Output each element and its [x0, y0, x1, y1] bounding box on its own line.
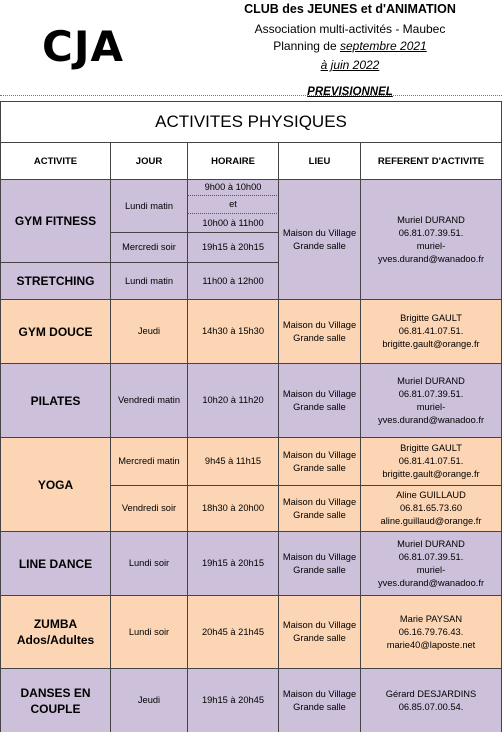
association-name: Association multi-activités - Maubec: [254, 22, 446, 36]
activity-stretching: STRETCHING: [1, 263, 111, 300]
activity-line: COUPLE: [30, 701, 81, 716]
planning-prefix: Planning de: [273, 39, 340, 53]
referent-line: Brigitte GAULT: [400, 313, 462, 323]
activity-line: DANSES EN: [20, 685, 91, 700]
time-cell: 9h00 à 10h00: [188, 180, 279, 196]
place-line: Grande salle: [293, 509, 346, 520]
place-cell: [279, 532, 361, 596]
col-header-activite: ACTIVITE: [1, 143, 111, 180]
referent-line: 06.81.07.39.51.: [398, 551, 464, 562]
day-cell: Mercredi matin: [111, 438, 188, 486]
referent-line: brigitte.gault@orange.fr: [382, 339, 480, 349]
day-cell: Vendredi soir: [111, 486, 188, 532]
place-line: Grande salle: [293, 332, 346, 343]
place-line: Grande salle: [293, 240, 346, 251]
place-line: Maison du Village: [282, 496, 357, 507]
place-line: Grande salle: [293, 462, 346, 473]
place-cell: [279, 596, 361, 669]
place-cell: [279, 300, 361, 364]
referent-cell: [361, 438, 501, 486]
club-name: CLUB des JEUNES et d'ANIMATION: [244, 2, 456, 16]
place-line: Grande salle: [293, 701, 346, 712]
referent-line: yves.durand@wanadoo.fr: [377, 414, 485, 425]
day-cell: Vendredi matin: [111, 364, 188, 438]
place-line: Maison du Village: [282, 227, 357, 238]
place-cell: [279, 364, 361, 438]
place-line: Grande salle: [293, 633, 346, 643]
place-line: Maison du Village: [282, 449, 357, 460]
day-cell: Lundi soir: [111, 532, 188, 596]
referent-cell: [361, 669, 501, 732]
referent-line: 06.81.41.07.51.: [398, 326, 464, 336]
referent-cell: [361, 364, 501, 438]
referent-line: brigitte.gault@orange.fr: [382, 469, 480, 479]
col-header-jour: JOUR: [111, 143, 188, 180]
activity-gym-douce: GYM DOUCE: [1, 300, 111, 364]
section-title: ACTIVITES PHYSIQUES: [0, 101, 502, 144]
referent-line: marie40@laposte.net: [386, 639, 476, 650]
activity-line-dance: LINE DANCE: [1, 532, 111, 596]
col-header-lieu: LIEU: [279, 143, 361, 180]
logo-cja: CJA: [42, 22, 124, 71]
time-cell: 9h45 à 11h15: [188, 438, 279, 486]
place-line: Grande salle: [293, 564, 346, 575]
referent-line: yves.durand@wanadoo.fr: [377, 577, 485, 588]
time-cell: 18h30 à 20h00: [188, 486, 279, 532]
planning-line: [200, 39, 500, 53]
activity-yoga: YOGA: [1, 438, 111, 532]
activity-pilates: PILATES: [1, 364, 111, 438]
activity-zumba: [1, 596, 111, 669]
col-header-referent: REFERENT D'ACTIVITE: [361, 143, 501, 180]
referent-line: muriel-: [416, 240, 446, 251]
day-cell: Jeudi: [111, 300, 188, 364]
day-cell: Lundi matin: [111, 263, 188, 300]
referent-cell: [361, 532, 501, 596]
referent-line: Brigitte GAULT: [400, 443, 462, 453]
time-cell: 19h15 à 20h45: [188, 669, 279, 732]
time-cell: 19h15 à 20h15: [188, 233, 279, 263]
time-cell: et: [188, 196, 279, 214]
schedule-table: [0, 142, 502, 732]
activity-line: Ados/Adultes: [16, 633, 95, 647]
place-line: Maison du Village: [282, 319, 357, 330]
time-cell: 20h45 à 21h45: [188, 596, 279, 669]
referent-line: Gérard DESJARDINS: [385, 688, 477, 699]
time-cell: 14h30 à 15h30: [188, 300, 279, 364]
referent-line: 06.85.07.00.54.: [398, 701, 464, 712]
place-line: Maison du Village: [282, 388, 357, 399]
place-line: Grande salle: [293, 401, 346, 412]
referent-cell: [361, 180, 501, 300]
referent-line: Muriel DURAND: [397, 375, 465, 386]
status-previsionnel: PREVISIONNEL: [307, 86, 393, 98]
referent-line: 06.81.65.73.60: [399, 503, 463, 513]
place-cell: [279, 180, 361, 300]
activity-line: ZUMBA: [33, 617, 78, 631]
referent-line: Muriel DURAND: [397, 538, 465, 549]
place-line: Maison du Village: [282, 551, 357, 562]
referent-line: muriel-: [416, 564, 446, 575]
day-cell: Lundi matin: [111, 180, 188, 233]
day-cell: Jeudi: [111, 669, 188, 732]
referent-line: 06.81.07.39.51.: [398, 388, 464, 399]
place-line: Maison du Village: [282, 688, 357, 699]
time-cell: 19h15 à 20h15: [188, 532, 279, 596]
activity-danses-en-couple: [1, 669, 111, 732]
day-cell: Lundi soir: [111, 596, 188, 669]
time-cell: 11h00 à 12h00: [188, 263, 279, 300]
referent-line: Aline GUILLAUD: [396, 490, 466, 500]
place-line: Maison du Village: [282, 620, 357, 630]
day-cell: Mercredi soir: [111, 233, 188, 263]
referent-line: aline.guillaud@orange.fr: [380, 516, 482, 526]
referent-line: Marie PAYSAN: [399, 613, 463, 624]
referent-cell: [361, 300, 501, 364]
time-cell: 10h00 à 11h00: [188, 214, 279, 233]
time-cell: 10h20 à 11h20: [188, 364, 279, 438]
referent-line: yves.durand@wanadoo.fr: [377, 253, 485, 264]
activity-gym-fitness: GYM FITNESS: [1, 180, 111, 263]
referent-cell: [361, 486, 501, 532]
planning-from: septembre 2021: [340, 39, 427, 53]
col-header-horaire: HORAIRE: [188, 143, 279, 180]
referent-cell: [361, 596, 501, 669]
referent-line: 06.81.41.07.51.: [398, 456, 464, 466]
place-cell: [279, 486, 361, 532]
referent-line: Muriel DURAND: [397, 214, 465, 225]
referent-line: muriel-: [416, 401, 446, 412]
referent-line: 06.81.07.39.51.: [398, 227, 464, 238]
planning-to: à juin 2022: [320, 58, 380, 72]
place-cell: [279, 669, 361, 732]
referent-line: 06.16.79.76.43.: [398, 626, 464, 637]
place-cell: [279, 438, 361, 486]
